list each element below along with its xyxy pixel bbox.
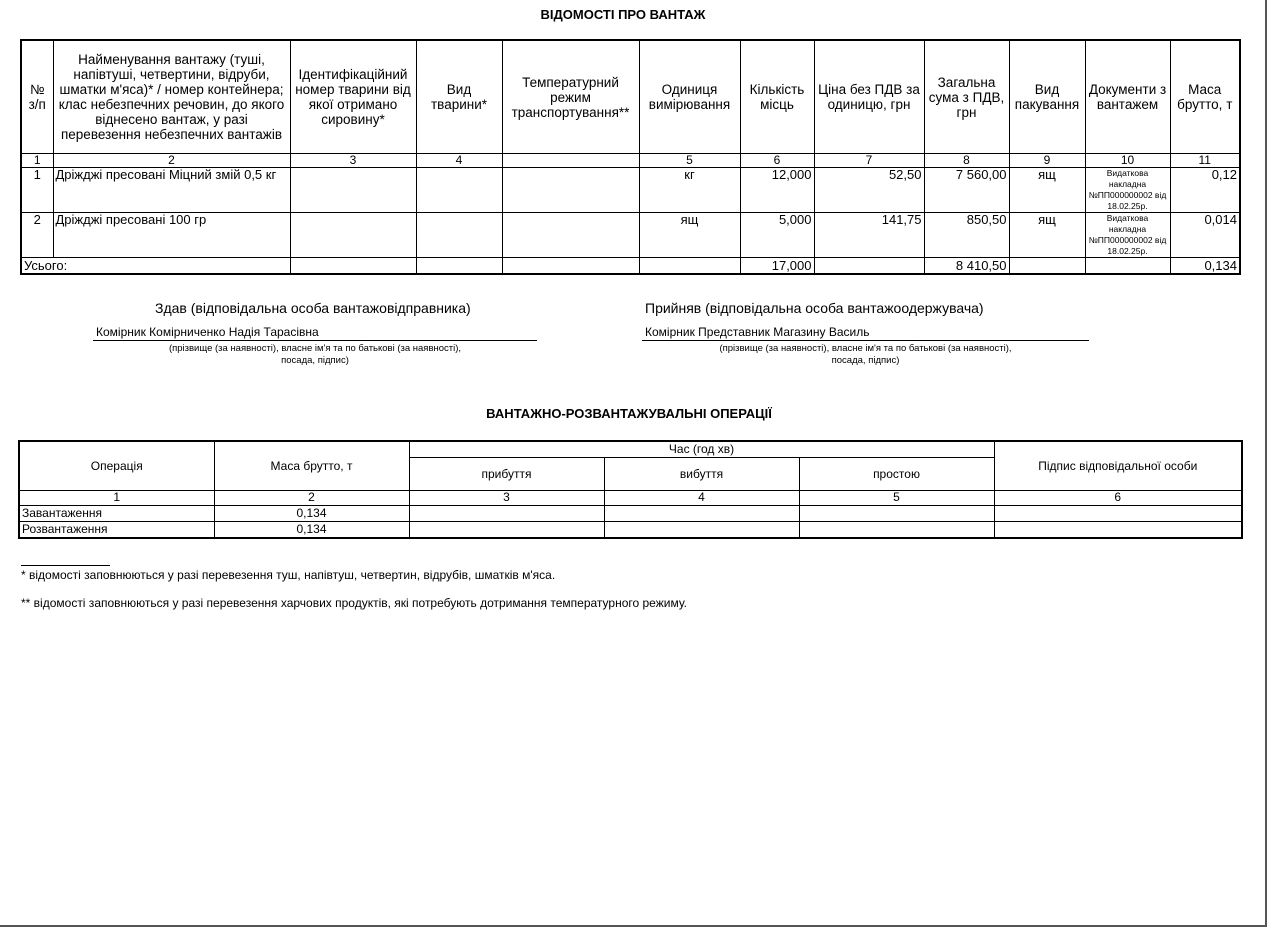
col-header: Вид тварини* — [416, 40, 502, 154]
column-number: 9 — [1009, 154, 1085, 168]
col-header: Одиниця вимірювання — [639, 40, 740, 154]
footnote-2: ** відомості заповнюються у разі перевезення харчових продуктів, які потребують дотримання температурного режиму. — [21, 596, 687, 610]
empty-cell — [604, 522, 799, 539]
quantity: 12,000 — [740, 168, 814, 213]
gross-mass: 0,12 — [1170, 168, 1240, 213]
col-header: простою — [799, 458, 994, 491]
sender-name: Комірник Комірниченко Надія Тарасівна — [93, 325, 537, 341]
receiver-name: Комірник Представник Магазину Василь — [642, 325, 1089, 341]
col-header: Температурний режим транспортування** — [502, 40, 639, 154]
col-header: Підпис відповідальної особи — [994, 441, 1242, 491]
hint-line: посада, підпис) — [281, 355, 349, 366]
document: Видаткова накладна №ПП000000002 від 18.02.25р. — [1085, 213, 1170, 258]
row-number: 1 — [21, 168, 53, 213]
total-quantity: 17,000 — [740, 258, 814, 275]
receiver-label: Прийняв (відповідальна особа вантажоодержувача) — [645, 300, 984, 316]
cargo-title: ВІДОМОСТІ ПРО ВАНТАЖ — [540, 7, 706, 22]
operation-name: Завантаження — [19, 506, 214, 522]
column-number: 5 — [639, 154, 740, 168]
sender-hint — [93, 343, 537, 367]
column-number: 4 — [604, 491, 799, 506]
col-header: Ідентифікаційний номер тварини від якої отримано сировину* — [290, 40, 416, 154]
col-header: Час (год хв) — [409, 441, 994, 458]
col-header: Вид пакування — [1009, 40, 1085, 154]
empty-cell — [814, 258, 924, 275]
empty-cell — [1009, 258, 1085, 275]
empty-cell — [409, 522, 604, 539]
col-header: вибуття — [604, 458, 799, 491]
animal-id — [290, 168, 416, 213]
empty-cell — [799, 506, 994, 522]
empty-cell — [290, 258, 416, 275]
total-row — [21, 258, 1240, 275]
column-number: 4 — [416, 154, 502, 168]
empty-cell — [799, 522, 994, 539]
column-number: 2 — [214, 491, 409, 506]
empty-cell — [416, 258, 502, 275]
total-label: Усього: — [21, 258, 290, 275]
operation-mass: 0,134 — [214, 522, 409, 539]
sum: 7 560,00 — [924, 168, 1009, 213]
col-header: Операція — [19, 441, 214, 491]
col-header: № з/п — [21, 40, 53, 154]
footnote-divider — [21, 565, 110, 566]
hint-line: (прізвище (за наявності), власне ім'я та по батькові (за наявності), — [719, 343, 1012, 354]
col-header: Найменування вантажу (туші, напівтуші, четвертини, відруби, шматки м'яса)* / номер контейнера; клас небезпечних речовин, до якого віднесено вантаж, у разі перевезення небезпечних вантажів — [53, 40, 290, 154]
column-number: 2 — [53, 154, 290, 168]
total-sum: 8 410,50 — [924, 258, 1009, 275]
empty-cell — [409, 506, 604, 522]
unit: ящ — [639, 213, 740, 258]
operations-table — [18, 440, 1243, 539]
sum: 850,50 — [924, 213, 1009, 258]
column-number: 6 — [994, 491, 1242, 506]
total-mass: 0,134 — [1170, 258, 1240, 275]
operations-title: ВАНТАЖНО-РОЗВАНТАЖУВАЛЬНІ ОПЕРАЦІЇ — [486, 406, 772, 421]
col-header: Маса брутто, т — [214, 441, 409, 491]
operation-mass: 0,134 — [214, 506, 409, 522]
empty-cell — [639, 258, 740, 275]
cargo-name: Дріжджі пресовані Міцний змій 0,5 кг — [53, 168, 290, 213]
column-number: 3 — [409, 491, 604, 506]
cargo-column-numbers — [21, 154, 1240, 168]
col-header: прибуття — [409, 458, 604, 491]
empty-cell — [502, 258, 639, 275]
footnote-1: * відомості заповнюються у разі перевезення туш, напівтуш, четвертин, відрубів, шматків м'яса. — [21, 568, 556, 582]
cargo-table — [20, 39, 1241, 275]
row-number: 2 — [21, 213, 53, 258]
column-number: 1 — [19, 491, 214, 506]
temperature — [502, 213, 639, 258]
unit: кг — [639, 168, 740, 213]
empty-cell — [994, 506, 1242, 522]
price: 141,75 — [814, 213, 924, 258]
temperature — [502, 168, 639, 213]
table-row — [21, 168, 1240, 213]
column-number: 1 — [21, 154, 53, 168]
hint-line: посада, підпис) — [831, 355, 900, 366]
col-header: Ціна без ПДВ за одиницю, грн — [814, 40, 924, 154]
column-number: 6 — [740, 154, 814, 168]
table-row — [19, 522, 1242, 539]
table-row — [19, 506, 1242, 522]
col-header: Маса брутто, т — [1170, 40, 1240, 154]
col-header: Загальна сума з ПДВ, грн — [924, 40, 1009, 154]
animal-id — [290, 213, 416, 258]
cargo-header-row — [21, 40, 1240, 154]
sender-label: Здав (відповідальна особа вантажовідправника) — [155, 300, 471, 316]
hint-line: (прізвище (за наявності), власне ім'я та по батькові (за наявності), — [168, 343, 462, 354]
column-number: 5 — [799, 491, 994, 506]
price: 52,50 — [814, 168, 924, 213]
receiver-hint — [642, 343, 1089, 367]
packaging: ящ — [1009, 168, 1085, 213]
column-number: 7 — [814, 154, 924, 168]
packaging: ящ — [1009, 213, 1085, 258]
quantity: 5,000 — [740, 213, 814, 258]
ops-header-row — [19, 441, 1242, 458]
ops-column-numbers — [19, 491, 1242, 506]
cargo-name: Дріжджі пресовані 100 гр — [53, 213, 290, 258]
column-number: 11 — [1170, 154, 1240, 168]
gross-mass: 0,014 — [1170, 213, 1240, 258]
column-number: 8 — [924, 154, 1009, 168]
animal-type — [416, 168, 502, 213]
operation-name: Розвантаження — [19, 522, 214, 539]
column-number: 3 — [290, 154, 416, 168]
empty-cell — [1085, 258, 1170, 275]
animal-type — [416, 213, 502, 258]
empty-cell — [994, 522, 1242, 539]
table-row — [21, 213, 1240, 258]
col-header: Кількість місць — [740, 40, 814, 154]
document: Видаткова накладна №ПП000000002 від 18.02.25р. — [1085, 168, 1170, 213]
empty-cell — [604, 506, 799, 522]
column-number: 10 — [1085, 154, 1170, 168]
column-number — [502, 154, 639, 168]
col-header: Документи з вантажем — [1085, 40, 1170, 154]
